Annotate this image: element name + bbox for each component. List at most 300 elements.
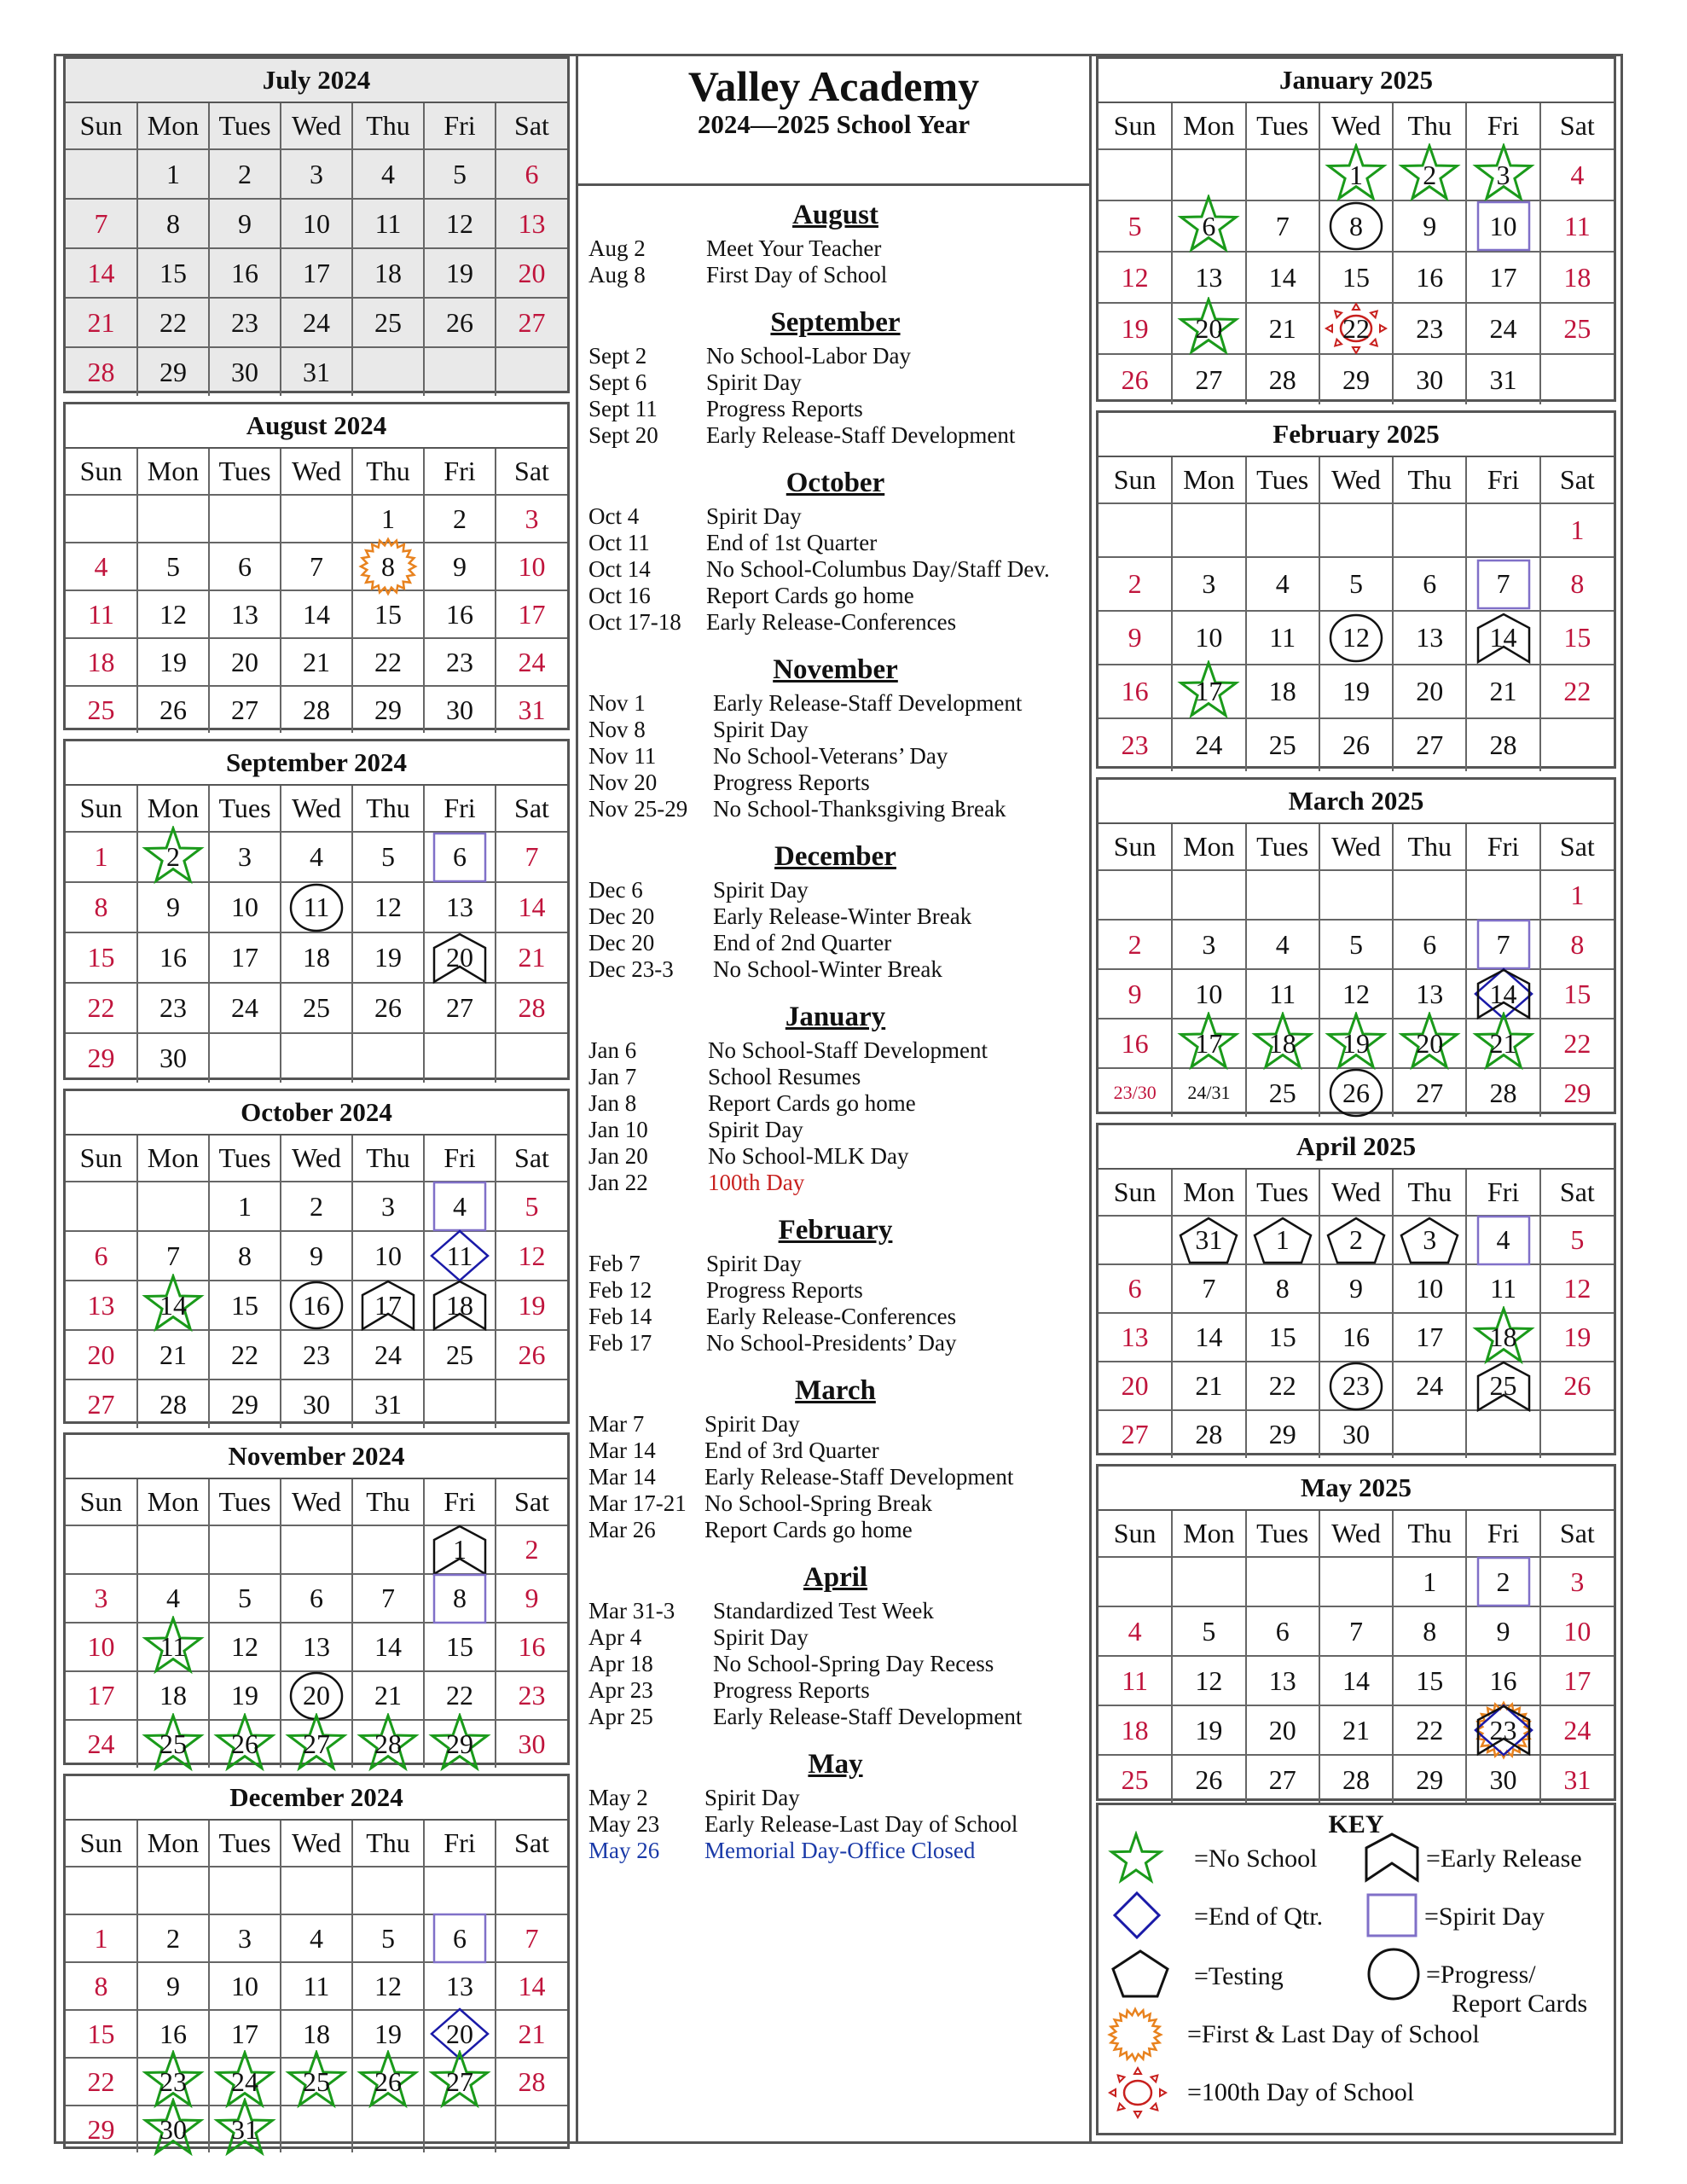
day-cell [1319,1068,1393,1117]
day-number: 24 [1195,729,1223,760]
day-number: 22 [159,306,187,338]
weekday-header: Sat [496,1821,567,1867]
event-row [588,503,1082,530]
day-cell [424,347,496,396]
day-cell [281,1671,352,1720]
day-cell [1246,1705,1319,1755]
day-cell [1393,1557,1466,1606]
day-number: 1 [166,158,180,189]
day-number: 7 [1348,1615,1363,1647]
day-number: 28 [1195,1419,1223,1449]
day-cell [1172,252,1245,303]
day-cell [66,248,137,298]
day-cell [496,1671,567,1720]
event-text: Early Release-Staff Development [704,1464,1014,1490]
day-number: 22 [1563,1027,1591,1059]
weekday-header: Sun [66,103,137,149]
event-date: Nov 11 [588,743,657,769]
weekday-header: Thu [352,103,424,149]
day-number: 29 [87,1043,115,1073]
day-number: 21 [518,942,546,973]
day-number: 25 [1489,1370,1517,1401]
event-date: Apr 18 [588,1651,653,1676]
day-number: 14 [1489,978,1517,1009]
day-cell [424,199,496,248]
day-cell [137,832,209,882]
day-number: 8 [166,207,180,239]
day-cell [209,1380,281,1428]
day-number: 20 [446,2018,473,2049]
events-may [588,1747,1082,1864]
star-icon [1107,1831,1165,1889]
calendar-title: July 2024 [66,59,567,103]
day-number: 7 [1275,210,1290,241]
day-number: 26 [1195,1763,1223,1795]
day-cell [1393,1068,1466,1117]
weekday-header: Wed [281,1136,352,1182]
day-cell [209,1231,281,1281]
day-number: 21 [1489,676,1517,706]
day-cell [137,543,209,590]
day-number: 19 [518,1289,546,1321]
day-number: 29 [231,1388,258,1420]
event-row [588,1064,1082,1090]
day-cell [1172,200,1245,252]
day-number: 5 [381,1922,395,1954]
day-cell [1099,1068,1172,1117]
calendar-jul [63,56,570,393]
day-number: 5 [1202,1615,1216,1647]
day-cell [137,1914,209,1962]
weekday-header: Tues [209,449,281,495]
day-number: 26 [159,694,187,725]
day-number: 15 [87,942,115,973]
day-cell [1172,1216,1245,1264]
day-number: 28 [1268,363,1296,395]
day-cell [66,2010,137,2058]
weekday-header: Fri [1466,824,1539,870]
day-cell [137,932,209,983]
day-number: 24 [1416,1370,1444,1401]
day-number: 26 [231,1728,258,1759]
day-number: 23 [303,1339,330,1370]
day-number: 2 [1423,159,1437,190]
key-no-school: =No School [1194,1844,1318,1873]
day-number: 28 [518,992,546,1023]
day-number: 14 [1268,261,1296,293]
day-cell [281,638,352,686]
day-cell [1246,1410,1319,1458]
day-number: 24 [518,646,546,677]
event-date: Oct 17-18 [588,609,681,635]
day-number: 12 [446,207,473,239]
event-date: Dec 23-3 [588,956,674,982]
day-cell [1099,1705,1172,1755]
day-cell [66,2058,137,2106]
early-release-icon [1365,1833,1419,1884]
day-cell [352,1380,424,1428]
day-number: 10 [231,892,258,922]
day-cell [424,495,496,543]
day-cell [209,1182,281,1231]
day-cell [1319,557,1393,611]
key-progress: =Progress/ [1426,1960,1536,1989]
day-cell [1246,1362,1319,1410]
month-heading: August [792,200,878,230]
day-cell [137,686,209,733]
day-number: 14 [374,1631,402,1662]
day-number: 9 [1496,1615,1510,1647]
day-cell [1246,1264,1319,1313]
day-number: 13 [446,1970,473,2001]
events-september [588,305,1082,449]
day-cell [66,686,137,733]
day-number: 5 [525,1190,539,1222]
day-number: 10 [87,1631,115,1662]
weekday-header: Wed [1319,1170,1393,1216]
day-cell [1540,149,1614,200]
day-number: 20 [1416,676,1444,706]
weekday-header: Sun [66,449,137,495]
day-number: 6 [238,550,252,582]
day-cell [1466,1557,1539,1606]
month-heading: October [786,468,885,498]
event-text: Spirit Day [706,503,802,529]
day-number: 27 [518,306,546,338]
event-date: May 2 [588,1785,648,1810]
day-cell [66,298,137,347]
event-text: Spirit Day [713,877,809,903]
weekday-header: Tues [209,786,281,832]
event-row [588,343,1082,369]
event-row [588,556,1082,583]
weekday-header: Tues [209,1821,281,1867]
event-row [588,770,1082,796]
day-number: 7 [525,1922,539,1954]
day-number: 1 [94,841,108,872]
day-number: 28 [1489,729,1517,760]
day-cell [209,1330,281,1380]
day-number: 13 [1268,1664,1296,1696]
day-number: 3 [310,158,323,189]
day-cell [209,1623,281,1671]
weekday-header: Sat [496,786,567,832]
day-number: 2 [453,502,467,534]
key-first-last: =First & Last Day of School [1187,2020,1480,2048]
day-number: 11 [1269,978,1296,1009]
day-cell [66,149,137,199]
event-text: No School-Winter Break [713,956,942,982]
day-number: 11 [446,1240,473,1271]
day-number: 3 [238,1922,252,1954]
day-number: 23/30 [1113,1082,1157,1103]
day-number: 24/31 [1187,1082,1231,1103]
day-number: 9 [166,1970,180,2001]
day-number: 8 [94,1970,108,2001]
event-text: Spirit Day [706,369,802,395]
day-cell [1099,149,1172,200]
day-cell [1540,611,1614,665]
event-row [588,903,1082,930]
day-number: 14 [159,1289,187,1321]
event-date: Mar 31-3 [588,1598,675,1623]
day-cell [1466,611,1539,665]
day-number: 15 [1416,1664,1444,1696]
day-cell [1466,1656,1539,1705]
day-cell [1466,969,1539,1019]
day-cell [1246,1019,1319,1068]
day-cell [209,347,281,396]
day-number: 25 [303,2065,330,2097]
day-cell [496,1033,567,1083]
day-cell [496,882,567,932]
day-number: 30 [303,1388,330,1420]
day-cell [1393,1313,1466,1362]
day-number: 18 [1268,676,1296,706]
day-cell [66,1720,137,1768]
day-cell [1319,354,1393,404]
day-number: 11 [1490,1273,1516,1304]
weekday-header: Tues [1246,457,1319,503]
day-cell [1319,1313,1393,1362]
events-list [578,198,1089,1864]
day-cell [1540,303,1614,354]
day-cell [496,1525,567,1574]
day-cell [352,543,424,590]
day-number: 31 [303,356,330,387]
day-number: 27 [303,1728,330,1759]
day-cell [424,590,496,638]
day-cell [281,199,352,248]
day-number: 14 [87,257,115,288]
day-cell [1172,969,1245,1019]
day-cell [1246,303,1319,354]
weekday-header: Sun [1099,1511,1172,1557]
day-cell [424,1867,496,1914]
day-cell [281,1380,352,1428]
event-date: Jan 7 [588,1064,637,1089]
day-number: 17 [1195,676,1223,706]
day-cell [281,1525,352,1574]
day-cell [1466,1068,1539,1117]
day-cell [424,248,496,298]
day-number: 16 [159,2018,187,2049]
day-cell [281,347,352,396]
day-cell [137,495,209,543]
day-number: 22 [446,1680,473,1711]
weekday-header: Thu [1393,457,1466,503]
calendar-sep [63,739,570,1080]
day-number: 31 [1563,1763,1591,1795]
day-cell [66,590,137,638]
day-cell [1319,149,1393,200]
day-number: 2 [166,1922,180,1954]
event-text: Spirit Day [704,1785,800,1810]
day-number: 18 [446,1289,473,1321]
month-heading: May [808,1749,863,1780]
weekday-header: Tues [1246,1170,1319,1216]
weekday-header: Fri [1466,457,1539,503]
event-row [588,1170,1082,1196]
day-cell [1099,1656,1172,1705]
circle-icon [1366,1947,1421,2001]
day-cell [281,1623,352,1671]
day-cell [209,1574,281,1623]
day-cell [1246,503,1319,557]
event-row [588,1490,1082,1517]
day-number: 27 [446,2065,473,2097]
key-title: KEY [1328,1810,1384,1838]
event-row [588,1811,1082,1838]
event-row [588,530,1082,556]
day-cell [352,1962,424,2010]
day-cell [281,1574,352,1623]
day-cell [1393,718,1466,771]
day-number: 16 [446,598,473,630]
day-number: 7 [1496,928,1510,960]
event-text: Spirit Day [704,1411,800,1437]
day-cell [1466,718,1539,771]
day-cell [1540,252,1614,303]
day-cell [352,1231,424,1281]
day-cell [1099,200,1172,252]
day-cell [1540,1557,1614,1606]
day-number: 22 [87,2065,115,2097]
day-cell [66,495,137,543]
weekday-header: Wed [281,786,352,832]
event-text: No School-Labor Day [706,343,911,369]
weekday-header: Sun [66,1821,137,1867]
day-cell [1466,1216,1539,1264]
day-cell [496,298,567,347]
day-number: 1 [1275,1224,1290,1255]
calendar-oct [63,1089,570,1424]
day-cell [281,2058,352,2106]
day-number: 9 [166,892,180,922]
month-heading: April [803,1562,868,1593]
event-text: No School-Thanksgiving Break [713,796,1006,822]
day-cell [209,298,281,347]
event-text: Spirit Day [708,1117,803,1142]
day-number: 9 [1128,622,1142,653]
day-cell [424,832,496,882]
event-text: Spirit Day [706,1251,802,1276]
day-number: 8 [1275,1273,1290,1304]
day-cell [352,983,424,1033]
event-row [588,1464,1082,1490]
day-cell [137,248,209,298]
day-cell [1099,1755,1172,1804]
day-cell [1466,149,1539,200]
day-cell [352,1033,424,1083]
event-row [588,930,1082,956]
calendar-grid [66,786,567,1083]
day-number: 24 [1563,1714,1591,1745]
event-row [588,1117,1082,1143]
day-number: 30 [159,1043,187,1073]
day-number: 26 [1342,729,1370,760]
day-number: 18 [1121,1714,1149,1745]
day-cell [496,1231,567,1281]
weekday-header: Mon [137,103,209,149]
day-cell [352,1867,424,1914]
day-number: 19 [1342,676,1370,706]
event-date: Feb 17 [588,1330,652,1356]
weekday-header: Wed [1319,1511,1393,1557]
event-date: May 26 [588,1838,660,1863]
day-number: 15 [1563,622,1591,653]
day-cell [1319,1656,1393,1705]
day-cell [352,1574,424,1623]
day-cell [1319,1216,1393,1264]
weekday-header: Wed [1319,457,1393,503]
day-number: 23 [446,646,473,677]
weekday-header: Sat [496,1136,567,1182]
day-cell [66,1281,137,1330]
day-cell [1319,503,1393,557]
day-cell [1246,354,1319,404]
day-cell [1466,503,1539,557]
day-cell [1540,1264,1614,1313]
day-cell [1172,1019,1245,1068]
day-cell [1246,1656,1319,1705]
weekday-header: Wed [281,103,352,149]
event-text: Progress Reports [706,1277,863,1303]
day-number: 31 [374,1388,402,1420]
calendar-title: November 2024 [66,1435,567,1479]
day-cell [496,2058,567,2106]
day-cell [1319,1019,1393,1068]
day-cell [1540,718,1614,771]
day-cell [1540,1755,1614,1804]
calendar-title: December 2024 [66,1776,567,1821]
day-cell [1099,557,1172,611]
day-cell [137,1033,209,1083]
weekday-header: Thu [1393,103,1466,149]
day-number: 15 [446,1631,473,1662]
day-number: 18 [303,942,330,973]
day-number: 4 [381,158,395,189]
day-number: 9 [1128,978,1142,1009]
day-cell [1172,303,1245,354]
day-cell [1099,665,1172,718]
day-number: 22 [231,1339,258,1370]
day-cell [1246,1313,1319,1362]
day-cell [137,1623,209,1671]
day-cell [281,832,352,882]
day-number: 9 [1423,210,1437,241]
day-cell [1099,611,1172,665]
day-cell [209,1914,281,1962]
day-cell [209,2010,281,2058]
day-cell [281,2106,352,2152]
event-text: Early Release-Winter Break [713,903,972,929]
day-number: 16 [231,257,258,288]
weekday-header: Fri [424,786,496,832]
day-cell [424,298,496,347]
day-number: 8 [1570,568,1585,599]
day-number: 19 [159,646,187,677]
day-number: 11 [374,207,402,239]
day-number: 4 [1275,928,1290,960]
day-cell [281,1330,352,1380]
day-number: 8 [453,1583,467,1613]
day-number: 22 [1268,1370,1296,1401]
day-number: 10 [1416,1273,1444,1304]
events-november [588,653,1082,822]
day-cell [281,1962,352,2010]
day-cell [1466,1755,1539,1804]
